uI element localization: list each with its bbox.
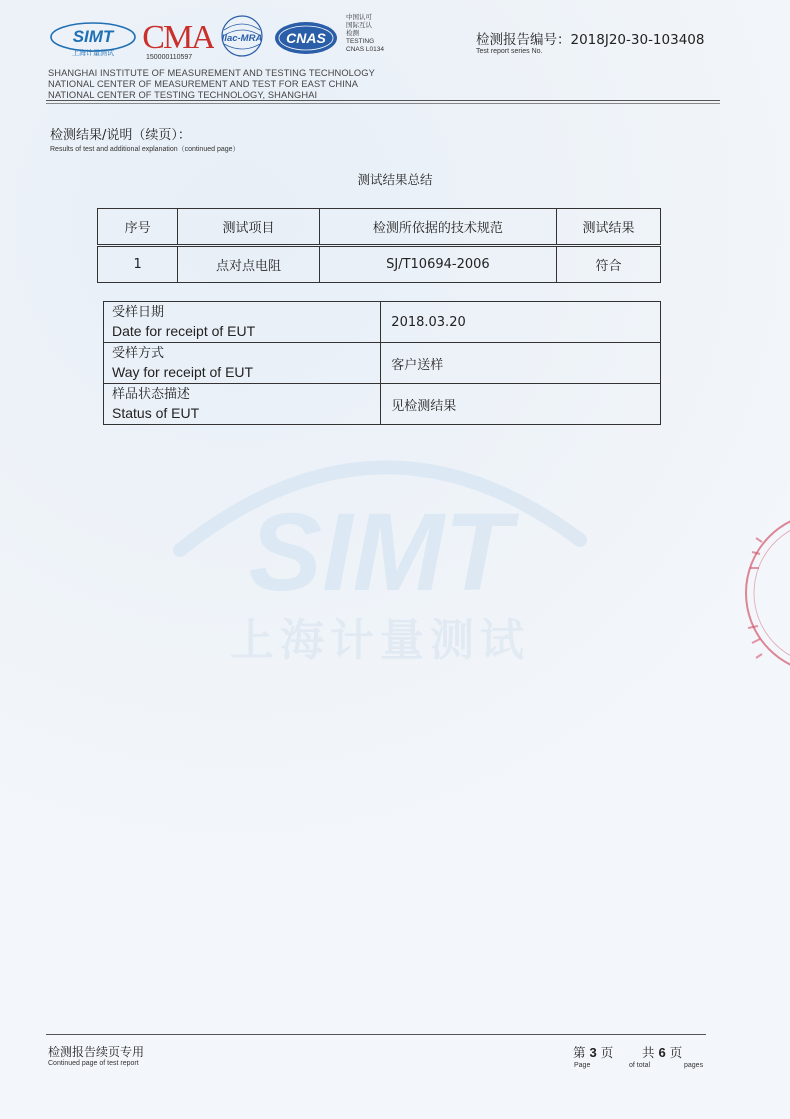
institute-line: NATIONAL CENTER OF MEASUREMENT AND TEST FOR EAST CHINA — [48, 79, 359, 89]
institute-line: SHANGHAI INSTITUTE OF MEASUREMENT AND TESTING TECHNOLOGY — [48, 68, 375, 78]
total-prefix: 共 — [642, 1045, 655, 1060]
results-heading-en: Results of test and additional explanation（continued page） — [50, 146, 240, 153]
cnas-line: 中国认可 — [346, 14, 372, 21]
label-cell — [104, 384, 381, 425]
total-unit: 页 — [669, 1045, 683, 1060]
institute-line: NATIONAL CENTER OF TESTING TECHNOLOGY, SHANGHAI — [48, 90, 318, 100]
cnas-line: CNAS L0134 — [346, 46, 384, 53]
continued-page-label-cn: 检测报告续页专用 — [48, 1045, 145, 1059]
cnas-accreditation-text — [346, 14, 384, 54]
report-number-label-en: Test report series No. — [476, 48, 543, 55]
eut-status-value: 见检测结果 — [381, 384, 661, 425]
header-cell-spec: 检测所依据的技术规范 — [319, 209, 556, 246]
cnas-line: TESTING — [346, 38, 375, 45]
table-row — [104, 343, 661, 384]
table-row — [98, 246, 661, 283]
institute-names — [48, 68, 375, 101]
ilac-text: ilac-MRA — [221, 33, 263, 44]
continued-page-label-en: Continued page of test report — [48, 1060, 139, 1067]
header-cell-index: 序号 — [98, 209, 178, 246]
simt-logo-cn: 上海计量测试 — [72, 49, 114, 57]
header-cell-result: 测试结果 — [556, 209, 660, 246]
label-cell — [104, 343, 381, 384]
page-label-en: Page — [574, 1062, 591, 1069]
simt-logo — [50, 20, 136, 58]
sample-info-table — [103, 301, 661, 425]
watermark-text-cn: 上海计量测试 — [230, 615, 530, 666]
header-cell-item: 测试项目 — [178, 209, 320, 246]
label-cell — [104, 302, 381, 343]
page-indicator — [573, 1043, 613, 1061]
header-divider — [46, 100, 720, 101]
label-cn: 受样方式 — [112, 346, 165, 361]
label-en: Status of EUT — [112, 405, 200, 421]
cell-result: 符合 — [556, 246, 660, 283]
table-row — [104, 302, 661, 343]
receipt-date-value: 2018.03.20 — [381, 302, 661, 343]
cell-spec: SJ/T10694-2006 — [319, 246, 556, 283]
simt-logo-text: SIMT — [72, 27, 114, 46]
results-heading-cn: 检测结果/说明（续页）： — [50, 128, 191, 143]
cma-logo — [142, 18, 214, 54]
receipt-way-value: 客户送样 — [381, 343, 661, 384]
page-current: 3 — [589, 1045, 597, 1060]
label-en: Date for receipt of EUT — [112, 323, 256, 339]
page-prefix: 第 — [573, 1045, 586, 1060]
table-row — [104, 384, 661, 425]
label-en: Way for receipt of EUT — [112, 364, 254, 380]
cma-logo-text: CMA — [142, 19, 214, 54]
cnas-line: 国际互认 — [346, 22, 372, 29]
ilac-mra-logo — [218, 14, 266, 62]
pages-label-en: pages — [684, 1062, 704, 1069]
simt-watermark — [160, 430, 600, 670]
summary-table — [97, 208, 661, 283]
label-cn: 样品状态描述 — [112, 387, 191, 402]
header-divider-thin — [46, 103, 720, 104]
label-cn: 受样日期 — [112, 305, 165, 320]
cell-item: 点对点电阻 — [178, 246, 320, 283]
header-logos — [50, 14, 410, 70]
cell-index: 1 — [98, 246, 178, 283]
total-pages-indicator — [642, 1043, 682, 1061]
cma-number: 150000110597 — [146, 54, 193, 61]
cnas-text: CNAS — [286, 30, 326, 46]
page-unit: 页 — [600, 1045, 614, 1060]
cnas-logo — [274, 20, 338, 56]
seal-stamp — [734, 508, 790, 678]
cnas-line: 检测 — [346, 30, 359, 37]
table-header-row — [98, 209, 661, 246]
footer-divider — [46, 1034, 706, 1035]
of-total-label-en: of total — [629, 1062, 651, 1069]
page-total: 6 — [658, 1045, 666, 1060]
summary-title: 测试结果总结 — [357, 172, 433, 187]
watermark-text: SIMT — [248, 491, 512, 614]
report-number: 检测报告编号：2018J20-30-103408 — [476, 32, 705, 48]
